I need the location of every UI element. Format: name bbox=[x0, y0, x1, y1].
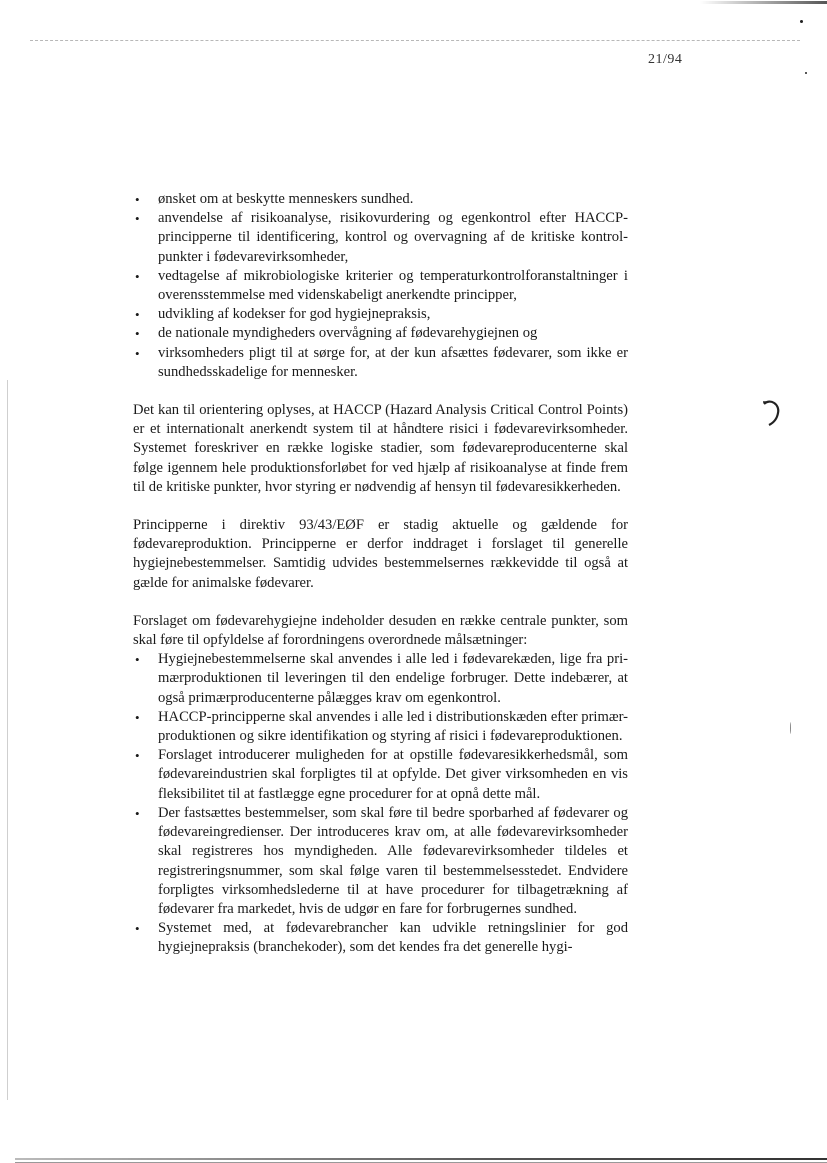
footer-rule bbox=[15, 1158, 827, 1160]
scan-speck bbox=[805, 72, 807, 74]
paragraph-directive: Principperne i direktiv 93/43/EØF er stadig aktuelle og gældende for fødevareproduktion. Principperne er derfor inddraget i forslaget til generelle hygiejnebestemmelser. Samtidig udvides bestemmelsernes rækkevidde til også at gælde for animalske fødevarer. bbox=[133, 517, 628, 591]
header-rule bbox=[30, 40, 800, 42]
list-item: • Der fastsættes bestemmelser, som skal føre til bedre sporbarhed af fødevarer og fødevareingredienser. Der introduceres krav om, at alle fødevarevirksomheder skal registreres hos myndigheden. Alle fødevarevirksomheder tildeles et registreringsnummer, som skal følge varen til bestemmelsesstedet. Endvidere forpligtes virksomhedslederne til at have procedurer for tilbagetrækning af fødevarer fra markedet, hvis de udgør en fare for forbrugernes sundhed. bbox=[135, 804, 628, 917]
list-item: • Forslaget introducerer muligheden for at opstille fødevaresikkerhedsmål, som fødevareindustrien skal forpligtes til at opfylde. Det giver virksomheden en vis fleksibilitet til at fastlægge egne procedurer for at opnå dette mål. bbox=[135, 747, 628, 802]
bullet-icon: • bbox=[135, 211, 140, 227]
bullet-icon: • bbox=[135, 805, 140, 821]
list-item: • HACCP-principperne skal anvendes i alle led i distributionskæden efter primær-produktionen og sikre identifikation og styring af risici i fødevareproduktionen. bbox=[135, 708, 628, 745]
list-item: • Hygiejnebestemmelserne skal anvendes i alle led i fødevarekæden, lige fra pri-mærproduktionen til leveringen til den endelige forbruger. Dette indebærer, at også primærproducenterne pålægges krav om egenkontrol. bbox=[135, 651, 628, 706]
list-item: • vedtagelse af mikrobiologiske kriterier og temperaturkontrolforanstaltninger i overensstemmelse med videnskabeligt anerkendte principper, bbox=[135, 267, 628, 304]
bullet-icon: • bbox=[135, 192, 140, 207]
bullet-icon: • bbox=[135, 326, 140, 342]
list-item: • virksomheders pligt til at sørge for, at der kun afsættes fødevarer, som ikke er sundhedsskadelige for mennesker. bbox=[135, 344, 628, 380]
scan-speck bbox=[800, 20, 803, 23]
list-item: • de nationale myndigheders overvågning af fødevarehygiejnen og bbox=[133, 324, 628, 343]
page-number: 21/94 bbox=[648, 52, 683, 67]
bullet-icon: • bbox=[135, 921, 140, 937]
punch-hole-mark bbox=[760, 398, 780, 426]
paragraph-haccp: Det kan til orientering oplyses, at HACCP (Hazard Analysis Critical Control Points) er et internationalt anerkendt system til at håndtere risici i fødevarevirksomheder. Systemet foreskriver en række logiske stadier, som fødevareproducenterne skal følge igennem hele produktionsforløbet for ved hjælp af risikoanalyse at finde frem til de kritiske punkter, hvor styring er nødvendig af hensyn til fødevaresikkerheden. bbox=[133, 402, 628, 495]
list-item: • udvikling af kodekser for god hygiejnepraksis, bbox=[133, 305, 628, 324]
bullet-icon: • bbox=[135, 345, 140, 361]
scan-edge-mark bbox=[700, 1, 827, 4]
bullet-icon: • bbox=[135, 652, 140, 668]
list-item: • Systemet med, at fødevarebrancher kan udvikle retningslinier for god hygiejnepraksis (branchekoder), som det kendes fra det generelle hygi- bbox=[135, 920, 628, 956]
bullet-icon: • bbox=[135, 268, 140, 284]
bullet-icon: • bbox=[135, 307, 140, 323]
bullet-icon: • bbox=[135, 748, 140, 764]
bullet-icon: • bbox=[135, 709, 140, 725]
list-item: • anvendelse af risikoanalyse, risikovurdering og egenkontrol efter HACCP-principperne til identificering, kontrol og overvagning af de kritiske kontrol-punkter i fødevarevirksomheder, bbox=[135, 210, 628, 265]
paragraph-proposal: Forslaget om fødevarehygiejne indeholder desuden en række centrale punkter, som skal føre til opfyldelse af forordningens overordnede målsætninger: bbox=[133, 612, 628, 649]
proposal-bullet-list bbox=[133, 650, 628, 957]
intro-bullet-list bbox=[133, 190, 628, 382]
scan-speck bbox=[790, 722, 791, 734]
document-body bbox=[133, 190, 628, 958]
page-left-edge bbox=[7, 380, 8, 1100]
list-item: • ønsket om at beskytte menneskers sundhed. bbox=[133, 190, 628, 209]
